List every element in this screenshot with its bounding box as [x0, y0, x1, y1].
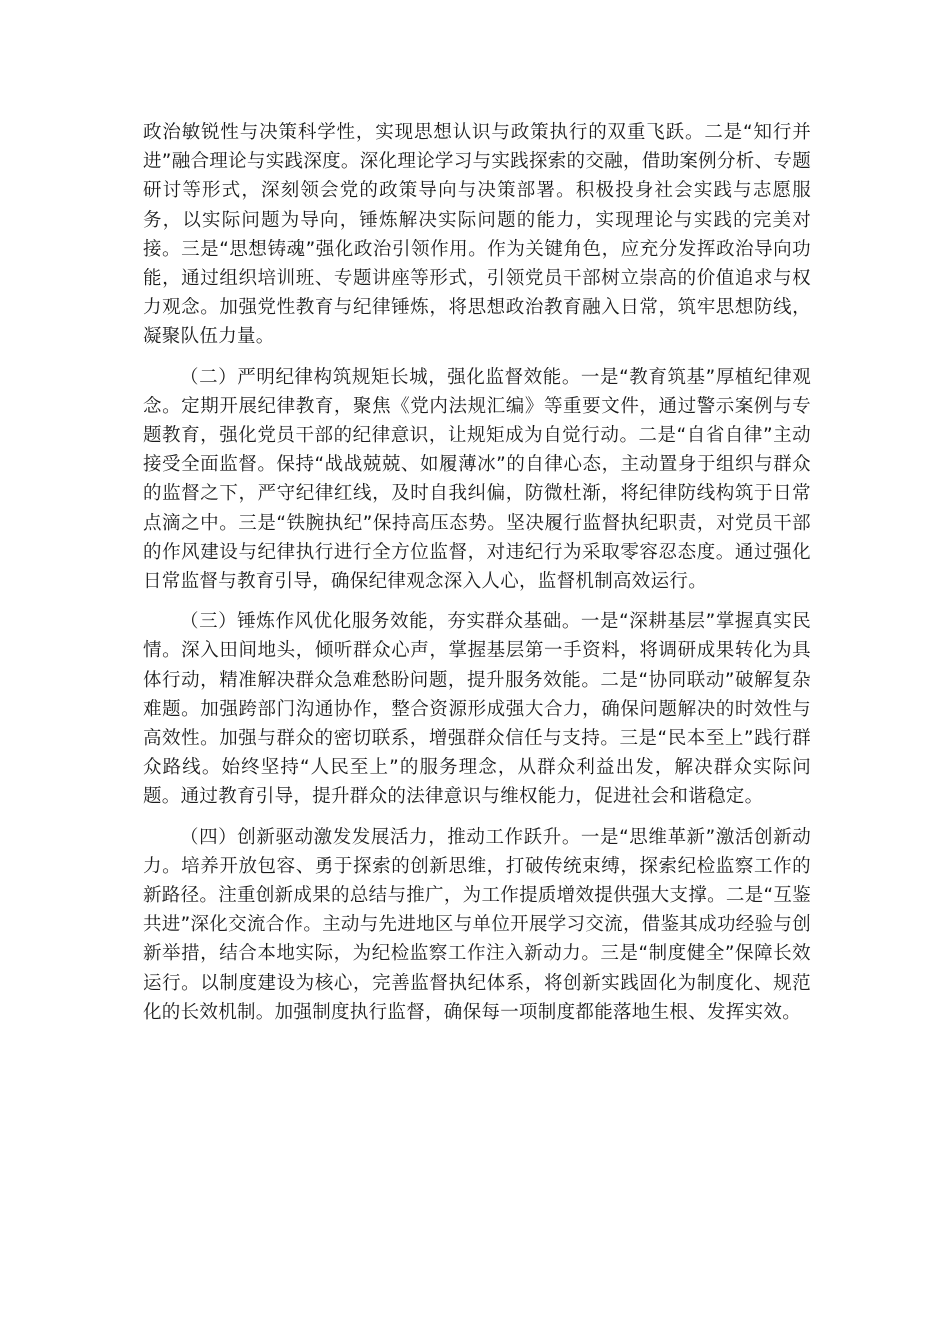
paragraph-section-4: （四）创新驱动激发发展活力，推动工作跃升。一是“思维革新”激活创新动力。培养开放包容、勇于探索的创新思维，打破传统束缚，探索纪检监察工作的新路径。注重创新成果的总结与推广，为工作提质增效提供强大支撑。二是“互鉴共进”深化交流合作。主动与先进地区与单位开展学习交流，借鉴其成功经验与创新举措，结合本地实际，为纪检监察工作注入新动力。三是“制度健全”保障长效运行。以制度建设为核心，完善监督执纪体系，将创新实践固化为制度化、规范化的长效机制。加强制度执行监督，确保每一项制度都能落地生根、发挥实效。 [143, 826, 811, 1023]
paragraph-section-3: （三）锤炼作风优化服务效能，夯实群众基础。一是“深耕基层”掌握真实民情。深入田间地头，倾听群众心声，掌握基层第一手资料，将调研成果转化为具体行动，精准解决群众急难愁盼问题，提升服务效能。二是“协同联动”破解复杂难题。加强跨部门沟通协作，整合资源形成强大合力，确保问题解决的时效性与高效性。加强与群众的密切联系，增强群众信任与支持。三是“民本至上”践行群众路线。始终坚持“人民至上”的服务理念，从群众利益出发，解决群众实际问题。通过教育引导，提升群众的法律意识与维权能力，促进社会和谐稳定。 [143, 611, 811, 808]
paragraph-section-2: （二）严明纪律构筑规矩长城，强化监督效能。一是“教育筑基”厚植纪律观念。定期开展纪律教育，聚焦《党内法规汇编》等重要文件，通过警示案例与专题教育，强化党员干部的纪律意识，让规矩成为自觉行动。二是“自省自律”主动接受全面监督。保持“战战兢兢、如履薄冰”的自律心态，主动置身于组织与群众的监督之下，严守纪律红线，及时自我纠偏，防微杜渐，将纪律防线构筑于日常点滴之中。三是“铁腕执纪”保持高压态势。坚决履行监督执纪职责，对党员干部的作风建设与纪律执行进行全方位监督，对违纪行为采取零容忍态度。通过强化日常监督与教育引导，确保纪律观念深入人心，监督机制高效运行。 [143, 366, 811, 593]
document-body [143, 118, 811, 1038]
paragraph-continuation: 政治敏锐性与决策科学性，实现思想认识与政策执行的双重飞跃。二是“知行并进”融合理论与实践深度。深化理论学习与实践探索的交融，借助案例分析、专题研讨等形式，深刻领会党的政策导向与决策部署。积极投身社会实践与志愿服务，以实际问题为导向，锤炼解决实际问题的能力，实现理论与实践的完美对接。三是“思想铸魂”强化政治引领作用。作为关键角色，应充分发挥政治导向功能，通过组织培训班、专题讲座等形式，引领党员干部树立崇高的价值追求与权力观念。加强党性教育与纪律锤炼，将思想政治教育融入日常，筑牢思想防线，凝聚队伍力量。 [143, 122, 811, 348]
